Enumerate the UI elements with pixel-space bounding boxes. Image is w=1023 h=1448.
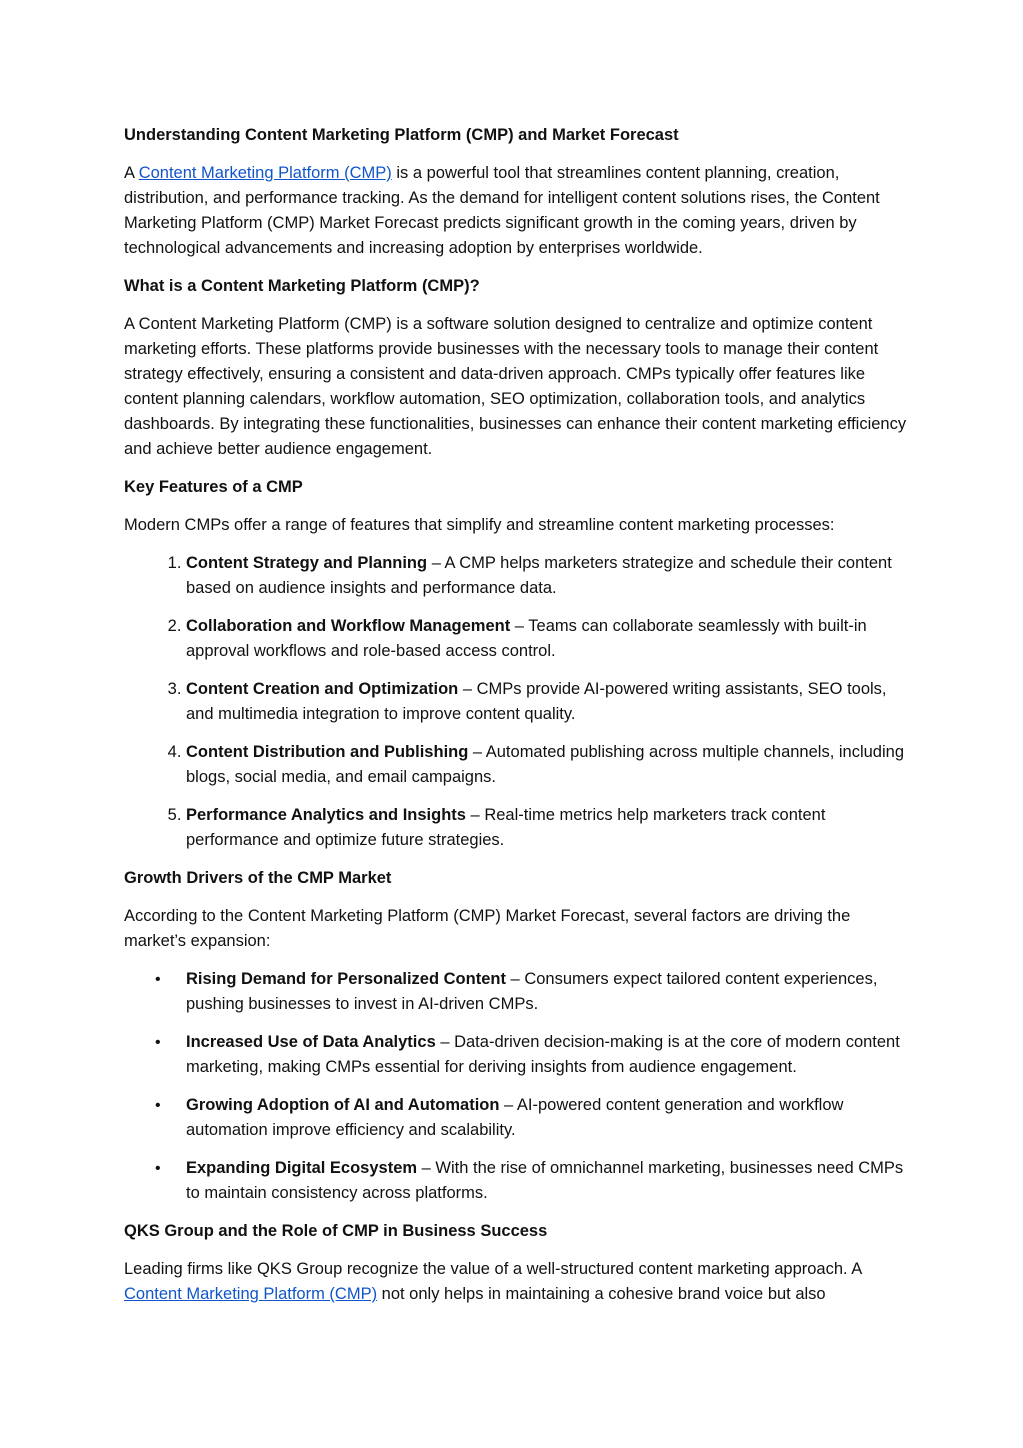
driver-title: Increased Use of Data Analytics [186,1033,436,1051]
list-item [155,1030,909,1080]
list-item [155,1156,909,1206]
feature-text: – Teams can collaborate seamlessly with built-in approval workflows and role-based access control. [186,617,867,660]
bullet-icon: • [155,1160,161,1177]
document-title: Understanding Content Marketing Platform (CMP) and Market Forecast [124,126,679,144]
intro-paragraph [124,161,909,261]
drivers-intro: According to the Content Marketing Platform (CMP) Market Forecast, several factors are driving the market’s expansion: [124,907,851,950]
intro-text-pre: A [124,164,139,182]
list-item [186,614,909,664]
bullet-icon: • [155,1034,161,1051]
feature-text: – Real-time metrics help marketers track content performance and optimize future strategies. [186,806,826,849]
list-item [186,551,909,601]
list-item [155,967,909,1017]
feature-title: Collaboration and Workflow Management [186,617,511,635]
qks-text-pre: Leading firms like QKS Group recognize the value of a well-structured content marketing approach. A [124,1260,862,1278]
list-item [186,677,909,727]
drivers-heading: Growth Drivers of the CMP Market [124,869,392,887]
driver-title: Rising Demand for Personalized Content [186,970,506,988]
drivers-list [124,967,909,1206]
qks-paragraph [124,1257,909,1307]
features-intro: Modern CMPs offer a range of features that simplify and streamline content marketing processes: [124,516,835,534]
bullet-icon: • [155,1097,161,1114]
features-list [124,551,909,853]
driver-title: Growing Adoption of AI and Automation [186,1096,500,1114]
what-is-paragraph: A Content Marketing Platform (CMP) is a software solution designed to centralize and optimize content marketing efforts. These platforms provide businesses with the necessary tools to manage their content strategy effectively, ensuring a consistent and data-driven approach. CMPs typically offer features like content planning calendars, workflow automation, SEO optimization, collaboration tools, and analytics dashboards. By integrating these functionalities, businesses can enhance their content marketing efficiency and achieve better audience engagement. [124,315,907,458]
driver-text: – With the rise of omnichannel marketing, businesses need CMPs to maintain consistency across platforms. [186,1159,904,1202]
list-item [186,803,909,853]
feature-title: Content Distribution and Publishing [186,743,469,761]
driver-text: – Consumers expect tailored content experiences, pushing businesses to invest in AI-driven CMPs. [186,970,878,1013]
intro-text-post: is a powerful tool that streamlines content planning, creation, distribution, and performance tracking. As the demand for intelligent content solutions rises, the Content Marketing Platform (CMP) Market Forecast predicts significant growth in the coming years, driven by technological advancements and increasing adoption by enterprises worldwide. [124,164,880,257]
feature-title: Content Strategy and Planning [186,554,428,572]
feature-text: – CMPs provide AI-powered writing assistants, SEO tools, and multimedia integration to improve content quality. [186,680,887,723]
what-is-heading: What is a Content Marketing Platform (CMP)? [124,277,480,295]
bullet-icon: • [155,971,161,988]
feature-text: – Automated publishing across multiple channels, including blogs, social media, and email campaigns. [186,743,904,786]
document-body [124,123,909,1320]
feature-text: – A CMP helps marketers strategize and schedule their content based on audience insights and performance data. [186,554,892,597]
qks-heading: QKS Group and the Role of CMP in Business Success [124,1222,548,1240]
cmp-link[interactable]: Content Marketing Platform (CMP) [124,1285,378,1303]
driver-text: – AI-powered content generation and workflow automation improve efficiency and scalability. [186,1096,844,1139]
feature-title: Performance Analytics and Insights [186,806,466,824]
driver-title: Expanding Digital Ecosystem [186,1159,418,1177]
cmp-link[interactable]: Content Marketing Platform (CMP) [138,164,392,182]
list-item [186,740,909,790]
list-item [155,1093,909,1143]
qks-text-post: not only helps in maintaining a cohesive brand voice but also [377,1285,826,1303]
features-heading: Key Features of a CMP [124,478,303,496]
feature-title: Content Creation and Optimization [186,680,459,698]
driver-text: – Data-driven decision-making is at the core of modern content marketing, making CMPs essential for deriving insights from audience engagement. [186,1033,900,1076]
